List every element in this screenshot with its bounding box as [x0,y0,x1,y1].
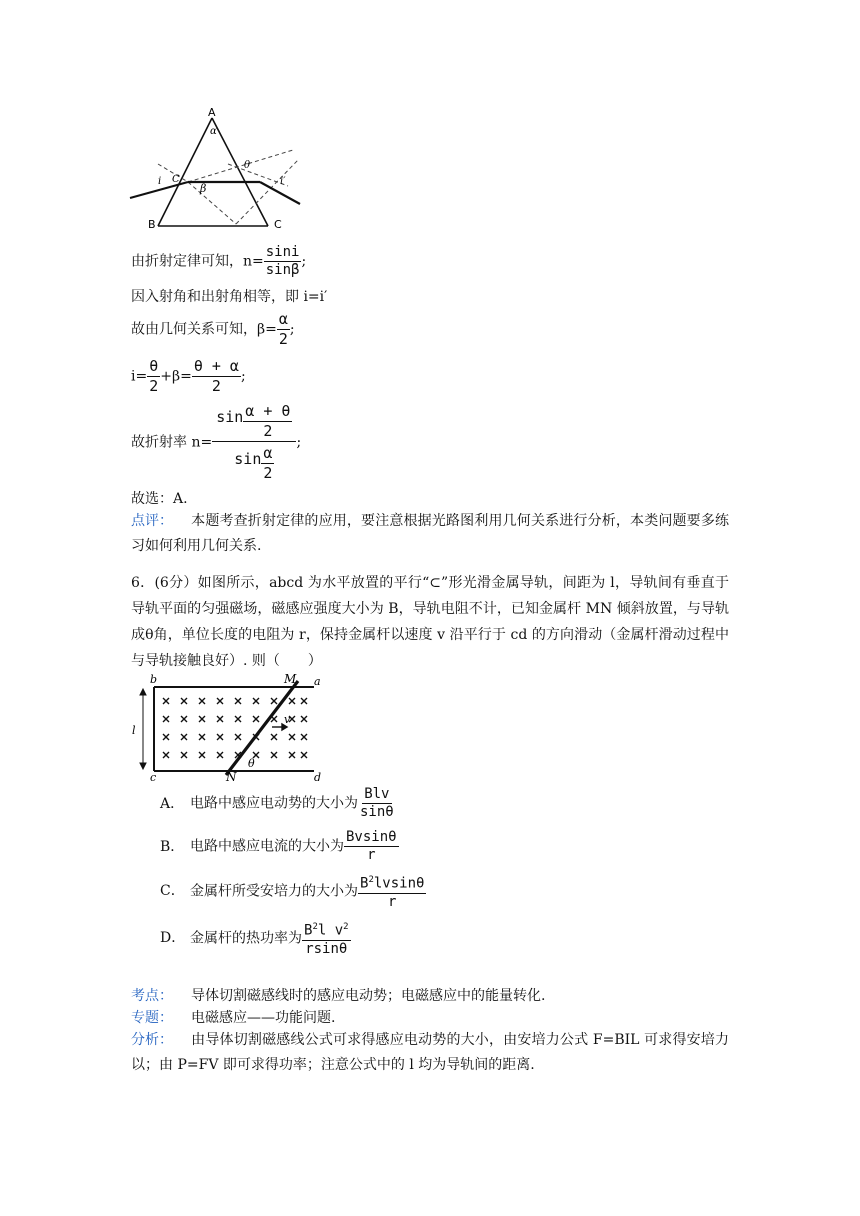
fenxi-label: 分析： [131,1032,173,1048]
compound-fraction: sin $\frac{\alpha + \theta}{2}$ sin $\frac{\alpha}{2}$ [212,402,296,483]
label-N: N [226,770,237,783]
answer-line: 故选：A. [131,491,188,507]
question-6-stem: 6．(6分）如图所示，abcd 为水平放置的平行“⊂”形光滑金属导轨，间距为 l，导轨间有垂直于导轨平面的匀强磁场，磁感应强度大小为 B，导轨电阻不计，已知金属杆 MN 倾斜放置，与导轨成θ角，单位长度的电阻为 r，保持金属杆以速度 v 沿平行于 cd 的方向滑动（金属杆滑动过程中与导轨接触良好）. 则（ ） [131,575,729,669]
label-B: B [148,218,156,231]
field-cross [235,698,241,704]
comment-label: 点评： [131,513,173,529]
field-cross [199,698,205,704]
field-cross [163,734,169,740]
field-cross [289,698,295,704]
field-cross [181,734,187,740]
label-A: A [208,106,216,119]
field-cross [271,698,277,704]
option-c[interactable]: C． 金属杆所受安培力的大小为 $\frac{B^2lvsin\theta}{r}$ [160,872,426,911]
field-cross [163,698,169,704]
field-cross [235,716,241,722]
field-cross [199,716,205,722]
label-alpha: α [210,126,217,137]
field-cross [181,716,187,722]
field-cross [271,752,277,758]
label-C: C [274,218,282,231]
kaodian-label: 考点： [131,988,173,1004]
solution-line-2: 因入射角和出射角相等，即 i=i′ [131,289,328,305]
option-a[interactable]: A． 电路中感应电动势的大小为 $\frac{\text{Blv}}{\sin\theta}$ [160,786,394,820]
field-cross [199,752,205,758]
fraction: $\frac{\theta}{2}$ [149,357,159,395]
field-cross [163,716,169,722]
field-cross [217,698,223,704]
label-M: M [284,672,297,686]
label-c: c [150,771,157,783]
fraction: $\frac{B^2l v^2}{rsin\theta}$ [302,919,351,958]
label-b: b [150,673,158,686]
zhuanti-label: 专题： [131,1010,173,1026]
field-cross [301,698,307,704]
field-cross [217,752,223,758]
field-cross [301,716,307,722]
solution-line-5: 故折射率 n= sin $\frac{\alpha + \theta}{2}$ sin $\frac{\alpha}{2}$ ; [131,402,302,482]
field-cross [163,752,169,758]
field-cross [271,734,277,740]
option-d[interactable]: D． 金属杆的热功率为 $\frac{B^2l v^2}{rsin\theta}$ [160,919,351,958]
label-theta: θ [248,757,255,770]
fraction: $\frac{Bvsin\theta}{r}$ [346,829,397,863]
rail-diagram [132,671,332,783]
label-v: v [284,713,291,726]
label-beta: β [200,182,207,195]
option-b[interactable]: B． 电路中感应电流的大小为 $\frac{Bvsin\theta}{r}$ [160,829,397,863]
field-cross [199,734,205,740]
fraction: $\frac{\sin i}{\sin\beta}$ [265,244,300,278]
fraction: $\frac{\theta + \alpha}{2}$ [193,357,239,395]
field-cross [289,734,295,740]
kaodian-line: 考点： 导体切割磁感线时的感应电动势；电磁感应中的能量转化. [131,984,729,1009]
fraction: $\frac{\alpha}{2}$ [278,310,288,348]
label-C-prime: C [172,174,180,185]
fraction: $\frac{\text{Blv}}{\sin\theta}$ [360,786,394,820]
solution-line-4: i= $\frac{\theta}{2}$ +β= $\frac{\theta + \alpha}{2}$ ; [131,357,246,395]
field-cross [301,752,307,758]
comment-paragraph: 点评： 本题考查折射定律的应用，要注意根据光路图利用几何关系进行分析，本类问题要多练习如何利用几何关系. [131,509,729,559]
label-i: i [158,176,162,187]
fenxi-paragraph: 分析： 由导体切割磁感线公式可求得感应电动势的大小，由安培力公式 F=BIL 可求得安培力以；由 P=FV 即可求得功率；注意公式中的 l 均为导轨间的距离. [131,1028,729,1078]
zhuanti-line: 专题： 电磁感应——功能问题. [131,1006,729,1031]
field-cross [181,752,187,758]
field-cross [253,716,259,722]
field-cross [301,734,307,740]
solution-line-3: 故由几何关系可知，β= $\frac{\alpha}{2}$ ; [131,310,295,348]
prism-diagram [128,106,304,232]
label-i-prime: i′ [280,176,286,187]
field-cross [235,734,241,740]
field-cross [253,698,259,704]
field-cross [217,716,223,722]
fraction: $\frac{B^2lvsin\theta}{r}$ [358,872,426,911]
solution-line-1: 由折射定律可知，n= $\frac{\sin i}{\sin\beta}$ ; [131,244,307,278]
field-cross [181,698,187,704]
label-theta: θ [244,160,251,171]
label-d: d [314,771,322,783]
field-cross [289,752,295,758]
field-cross [217,734,223,740]
label-a: a [314,675,321,688]
label-l: l [132,724,136,737]
